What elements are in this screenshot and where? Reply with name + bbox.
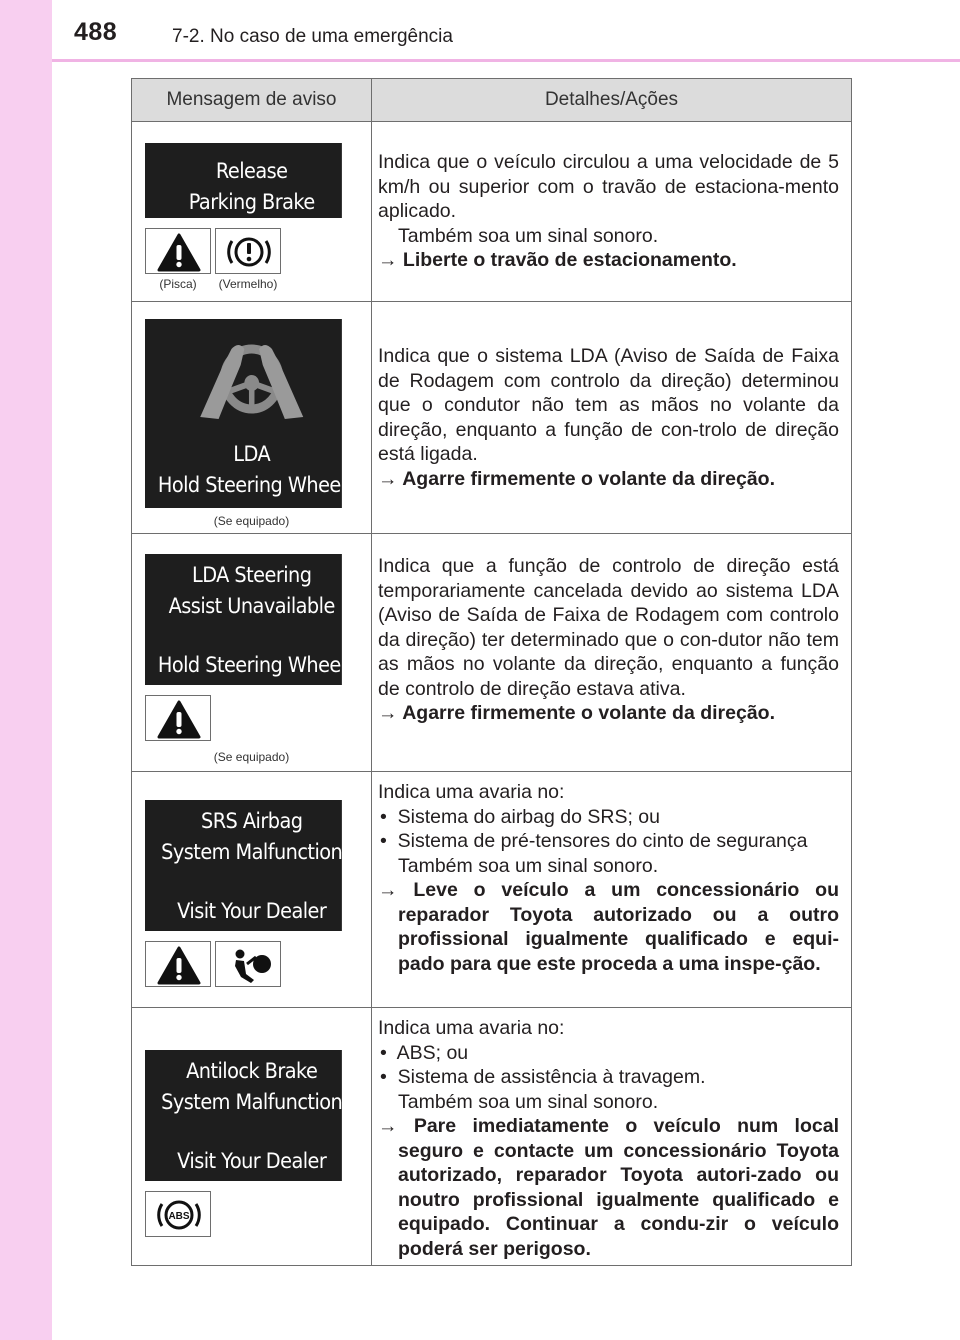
details-extra: Também soa um sinal sonoro. xyxy=(398,854,659,877)
section-title: 7-2. No caso de uma emergência xyxy=(172,26,453,47)
panel-line: SRS Airbag xyxy=(200,809,303,833)
panel-line: LDA Steering xyxy=(191,563,312,587)
bullet-item: Sistema do airbag do SRS; ou xyxy=(397,805,660,828)
warning-triangle-icon xyxy=(145,695,211,741)
table-row xyxy=(132,122,852,302)
details-action: Pare imediatamente o veículo num local seguro e contacte um concessionário Toyota autorizado, reparador Toyota autori-zado ou noutro profissional igualmente qualificado e equipado. Continuar a condu-zir o veículo poderá ser perigoso. xyxy=(398,1115,839,1260)
details-cell xyxy=(372,302,852,534)
bullet-symbol: • xyxy=(380,830,387,852)
warning-triangle-icon xyxy=(145,941,211,987)
details-action: Liberte o travão de estacionamento. xyxy=(402,249,737,271)
panel-line: Hold Steering Wheel xyxy=(157,473,346,497)
bullet-symbol: • xyxy=(380,1066,387,1088)
display-message-panel xyxy=(145,800,342,931)
details-cell xyxy=(372,772,852,1008)
details-text: Indica que a função de controlo de direção está temporariamente cancelada devido ao sistema LDA (Aviso de Saída de Faixa de Rodagem com controlo da direção) ter determinado que o con-dutor não tem as mãos no volante da direção, enquanto a função de controlo de direção estava ativa. xyxy=(378,555,839,700)
details-action: Leve o veículo a um concessionário ou reparador Toyota autorizado ou a outro profissional igualmente qualificado e equi-pado para que este proceda a uma inspe-ção. xyxy=(398,879,839,975)
details-text: Indica que o veículo circulou a uma velocidade de 5 km/h ou superior com o travão de estaciona-mento aplicado. xyxy=(378,151,839,222)
icon-caption: (Pisca) xyxy=(159,277,197,291)
equipment-caption: (Se equipado) xyxy=(213,750,290,764)
display-message-panel xyxy=(145,1050,342,1181)
table-header-row xyxy=(132,79,852,122)
column-header-details: Detalhes/Ações xyxy=(372,79,852,122)
page-number: 488 xyxy=(74,18,118,46)
bullet-symbol: • xyxy=(380,805,387,828)
table-row xyxy=(132,772,852,1008)
panel-line xyxy=(145,622,358,650)
table-row xyxy=(132,534,852,772)
details-extra: Também soa um sinal sonoro. xyxy=(398,224,659,247)
panel-line xyxy=(145,868,358,896)
panel-line: System Malfunction xyxy=(161,840,343,864)
airbag-icon xyxy=(215,941,281,987)
header-divider xyxy=(52,59,960,62)
table-row xyxy=(132,302,852,534)
panel-line: Hold Steering Wheel xyxy=(157,653,346,677)
panel-line: System Malfunction xyxy=(161,1090,343,1114)
message-cell xyxy=(132,772,372,1008)
bullet-item: Sistema de assistência à travagem. xyxy=(397,1066,706,1088)
details-text: Indica uma avaria no: xyxy=(378,1017,565,1039)
details-extra: Também soa um sinal sonoro. xyxy=(398,1090,659,1113)
hands-on-steering-wheel-icon xyxy=(145,327,358,427)
warning-triangle-icon xyxy=(145,228,211,274)
warning-message-table xyxy=(131,78,852,1266)
panel-line: Parking Brake xyxy=(188,190,315,214)
arrow-symbol: → xyxy=(378,249,398,271)
page-header xyxy=(52,0,960,60)
details-cell xyxy=(372,122,852,302)
panel-line: Release xyxy=(215,159,288,183)
arrow-symbol: → xyxy=(378,1115,398,1137)
details-cell xyxy=(372,534,852,772)
icon-caption: (Vermelho) xyxy=(218,277,278,291)
panel-line xyxy=(145,1118,358,1146)
details-text: Indica uma avaria no: xyxy=(378,781,565,803)
arrow-symbol: → xyxy=(378,702,398,724)
details-text: Indica que o sistema LDA (Aviso de Saída de Faixa de Rodagem com controlo da direção) determinou que o condutor não tem as mãos no volante da direção, enquanto a função de con-trolo de direção está ligada. xyxy=(378,345,839,465)
message-cell xyxy=(132,122,372,302)
display-message-panel xyxy=(145,319,346,508)
details-action: Agarre firmemente o volante da direção. xyxy=(402,467,775,490)
details-action: Agarre firmemente o volante da direção. xyxy=(402,702,775,724)
table-row xyxy=(132,1008,852,1266)
message-cell xyxy=(132,1008,372,1266)
details-cell xyxy=(372,1008,852,1266)
panel-line: Antilock Brake xyxy=(186,1059,318,1083)
column-header-message: Mensagem de aviso xyxy=(132,79,372,122)
panel-line: Visit Your Dealer xyxy=(177,1149,327,1173)
bullet-item: ABS; ou xyxy=(396,1041,469,1064)
arrow-symbol: → xyxy=(378,879,398,901)
equipment-caption: (Se equipado) xyxy=(213,514,290,528)
brake-circle-exclamation-icon xyxy=(215,228,281,274)
bullet-item: Sistema de pré-tensores do cinto de segurança xyxy=(397,830,808,852)
display-message-panel xyxy=(145,554,346,685)
abs-icon-label: ABS xyxy=(168,1211,190,1222)
message-cell xyxy=(132,302,372,534)
panel-line: Visit Your Dealer xyxy=(177,899,327,923)
arrow-symbol: → xyxy=(378,467,398,490)
panel-line: LDA xyxy=(233,442,271,466)
display-message-panel xyxy=(145,143,342,218)
side-color-strip xyxy=(0,0,52,1340)
abs-icon xyxy=(145,1191,211,1237)
message-cell xyxy=(132,534,372,772)
bullet-symbol: • xyxy=(380,1041,387,1064)
panel-line: Assist Unavailable xyxy=(168,594,335,618)
